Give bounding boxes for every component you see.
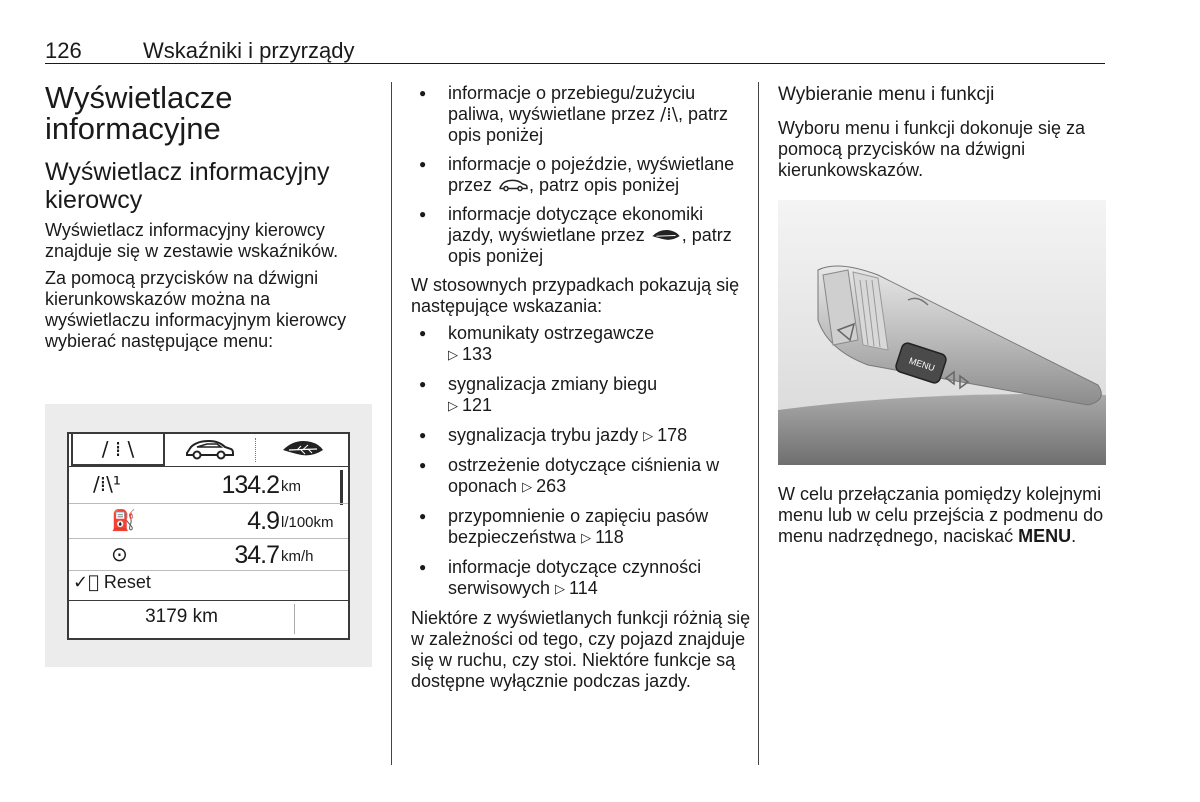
list-item — [411, 557, 751, 600]
tab-trip — [71, 434, 165, 466]
section-heading: Wybieranie menu i funkcji — [778, 84, 995, 105]
page-reference[interactable]: ▷ 263 — [522, 476, 566, 496]
paragraph: Niektóre z wyświetlanych funkcji różnią się w zależności od tego, czy pojazd znajduje się w ruchu, czy stoi. Niektóre funkcje są dostępne wyłącznie podczas jazdy. — [411, 608, 751, 691]
list-text: komunikaty ostrzegawcze — [448, 323, 655, 343]
page-reference[interactable]: ▷ 178 — [643, 425, 687, 445]
column-2 — [411, 83, 751, 698]
trip-icon: /⁞\¹ — [93, 472, 121, 496]
list-item — [411, 506, 751, 549]
page-reference[interactable]: ▷ 114 — [555, 578, 598, 598]
display-row-fuel — [69, 506, 339, 540]
trip-value: 134.2 — [221, 471, 279, 499]
driver-info-display-illustration — [45, 404, 372, 667]
list-text: sygnalizacja trybu jazdy — [448, 425, 639, 445]
subsection-title: Wyświetlacz informacyjny kierowcy — [45, 158, 330, 214]
fuel-unit: l/100km — [281, 514, 334, 531]
display-tabs — [69, 434, 348, 466]
list-item — [411, 83, 751, 146]
row-divider — [69, 570, 348, 571]
paragraph: W stosownych przypadkach pokazują się następujące wskazania: — [411, 275, 740, 316]
trip-unit: km — [281, 478, 301, 495]
eco-leaf-icon — [650, 228, 682, 243]
list-text: przypomnienie o zapięciu pasów bezpieczeństwa — [448, 506, 709, 547]
column-divider — [758, 82, 759, 765]
paragraph: Wyboru menu i funkcji dokonuje się za pomocą przycisków na dźwigni kierunkowskazów. — [778, 118, 1085, 180]
eco-leaf-icon — [281, 438, 325, 460]
list-text: informacje o przebiegu/zużyciu paliwa, wyświetlane przez — [448, 83, 696, 124]
tab-separator — [255, 438, 256, 462]
paragraph: Wyświetlacz informacyjny kierowcy znajduje się w zestawie wskaźników. — [45, 220, 339, 261]
speed-value: 34.7 — [234, 541, 279, 569]
paragraph-text: . — [1071, 526, 1077, 546]
check-circle-icon: ✓⃝ — [73, 572, 99, 593]
fuel-value: 4.9 — [247, 507, 279, 535]
page-reference[interactable]: ▷ 133 — [448, 344, 492, 364]
fuel-pump-icon: ⛽ — [111, 508, 136, 532]
column-3 — [778, 84, 1108, 187]
display-screen — [67, 432, 350, 640]
paragraph-text: W celu przełączania pomiędzy kolejnymi menu lub w celu przejścia z podmenu do menu nadrzędnego, naciskać — [778, 484, 1104, 546]
reset-option — [73, 572, 151, 593]
row-divider — [69, 503, 348, 504]
header-rule — [45, 63, 1105, 64]
page-reference[interactable]: ▷ 121 — [448, 395, 492, 415]
display-row-speed — [69, 540, 339, 574]
list-item — [411, 374, 751, 417]
list-item — [411, 425, 751, 447]
car-icon — [183, 437, 235, 461]
odometer: 3179 km — [145, 606, 218, 627]
paragraph — [778, 484, 1108, 547]
list-text: ostrzeżenie dotyczące ciśnienia w oponach — [448, 455, 720, 496]
indications-list — [411, 323, 751, 600]
list-item — [411, 204, 751, 267]
menu-keyword: MENU — [1018, 526, 1072, 546]
list-text: , patrz opis poniżej — [448, 104, 728, 145]
turn-signal-lever-illustration — [778, 200, 1106, 465]
column-3-lower — [778, 484, 1108, 553]
trip-icon: /⁞\ — [660, 104, 678, 125]
display-row-trip — [69, 470, 339, 504]
list-text: , patrz opis poniżej — [448, 225, 732, 266]
row-divider — [69, 600, 348, 601]
list-text: informacje dotyczące ekonomiki jazdy, wyświetlane przez — [448, 204, 704, 245]
list-text: informacje dotyczące czynności serwisowych — [448, 557, 702, 598]
speed-unit: km/h — [281, 548, 314, 565]
list-item — [411, 455, 751, 498]
menu-list — [411, 83, 751, 267]
row-divider — [69, 538, 348, 539]
speedometer-icon: ⊙ — [111, 542, 128, 566]
page-number: 126 — [45, 38, 82, 63]
list-item — [411, 154, 751, 196]
car-icon — [497, 178, 529, 192]
list-item — [411, 323, 751, 366]
list-text: informacje o pojeździe, wyświetlane przez — [448, 154, 735, 195]
scrollbar — [340, 470, 343, 505]
list-text: , patrz opis poniżej — [529, 175, 680, 195]
menu-button-label: MENU — [907, 355, 937, 374]
list-text: sygnalizacja zmiany biegu — [448, 374, 658, 394]
trip-icon: / ⁞ \ — [101, 437, 135, 461]
reset-label: Reset — [103, 572, 151, 592]
tab-vehicle — [165, 434, 253, 464]
column-1 — [45, 82, 375, 358]
section-title: Wyświetlacze informacyjne — [45, 80, 233, 146]
tab-underline — [69, 466, 348, 467]
tab-eco — [259, 434, 347, 464]
page-reference[interactable]: ▷ 118 — [581, 527, 624, 547]
paragraph: Za pomocą przycisków na dźwigni kierunkowskazów można na wyświetlaczu informacyjnym kierowcy wybierać następujące menu: — [45, 268, 347, 351]
column-divider — [391, 82, 392, 765]
chapter-title: Wskaźniki i przyrządy — [143, 38, 355, 63]
odometer-separator — [294, 604, 295, 634]
lever-image — [778, 200, 1106, 465]
